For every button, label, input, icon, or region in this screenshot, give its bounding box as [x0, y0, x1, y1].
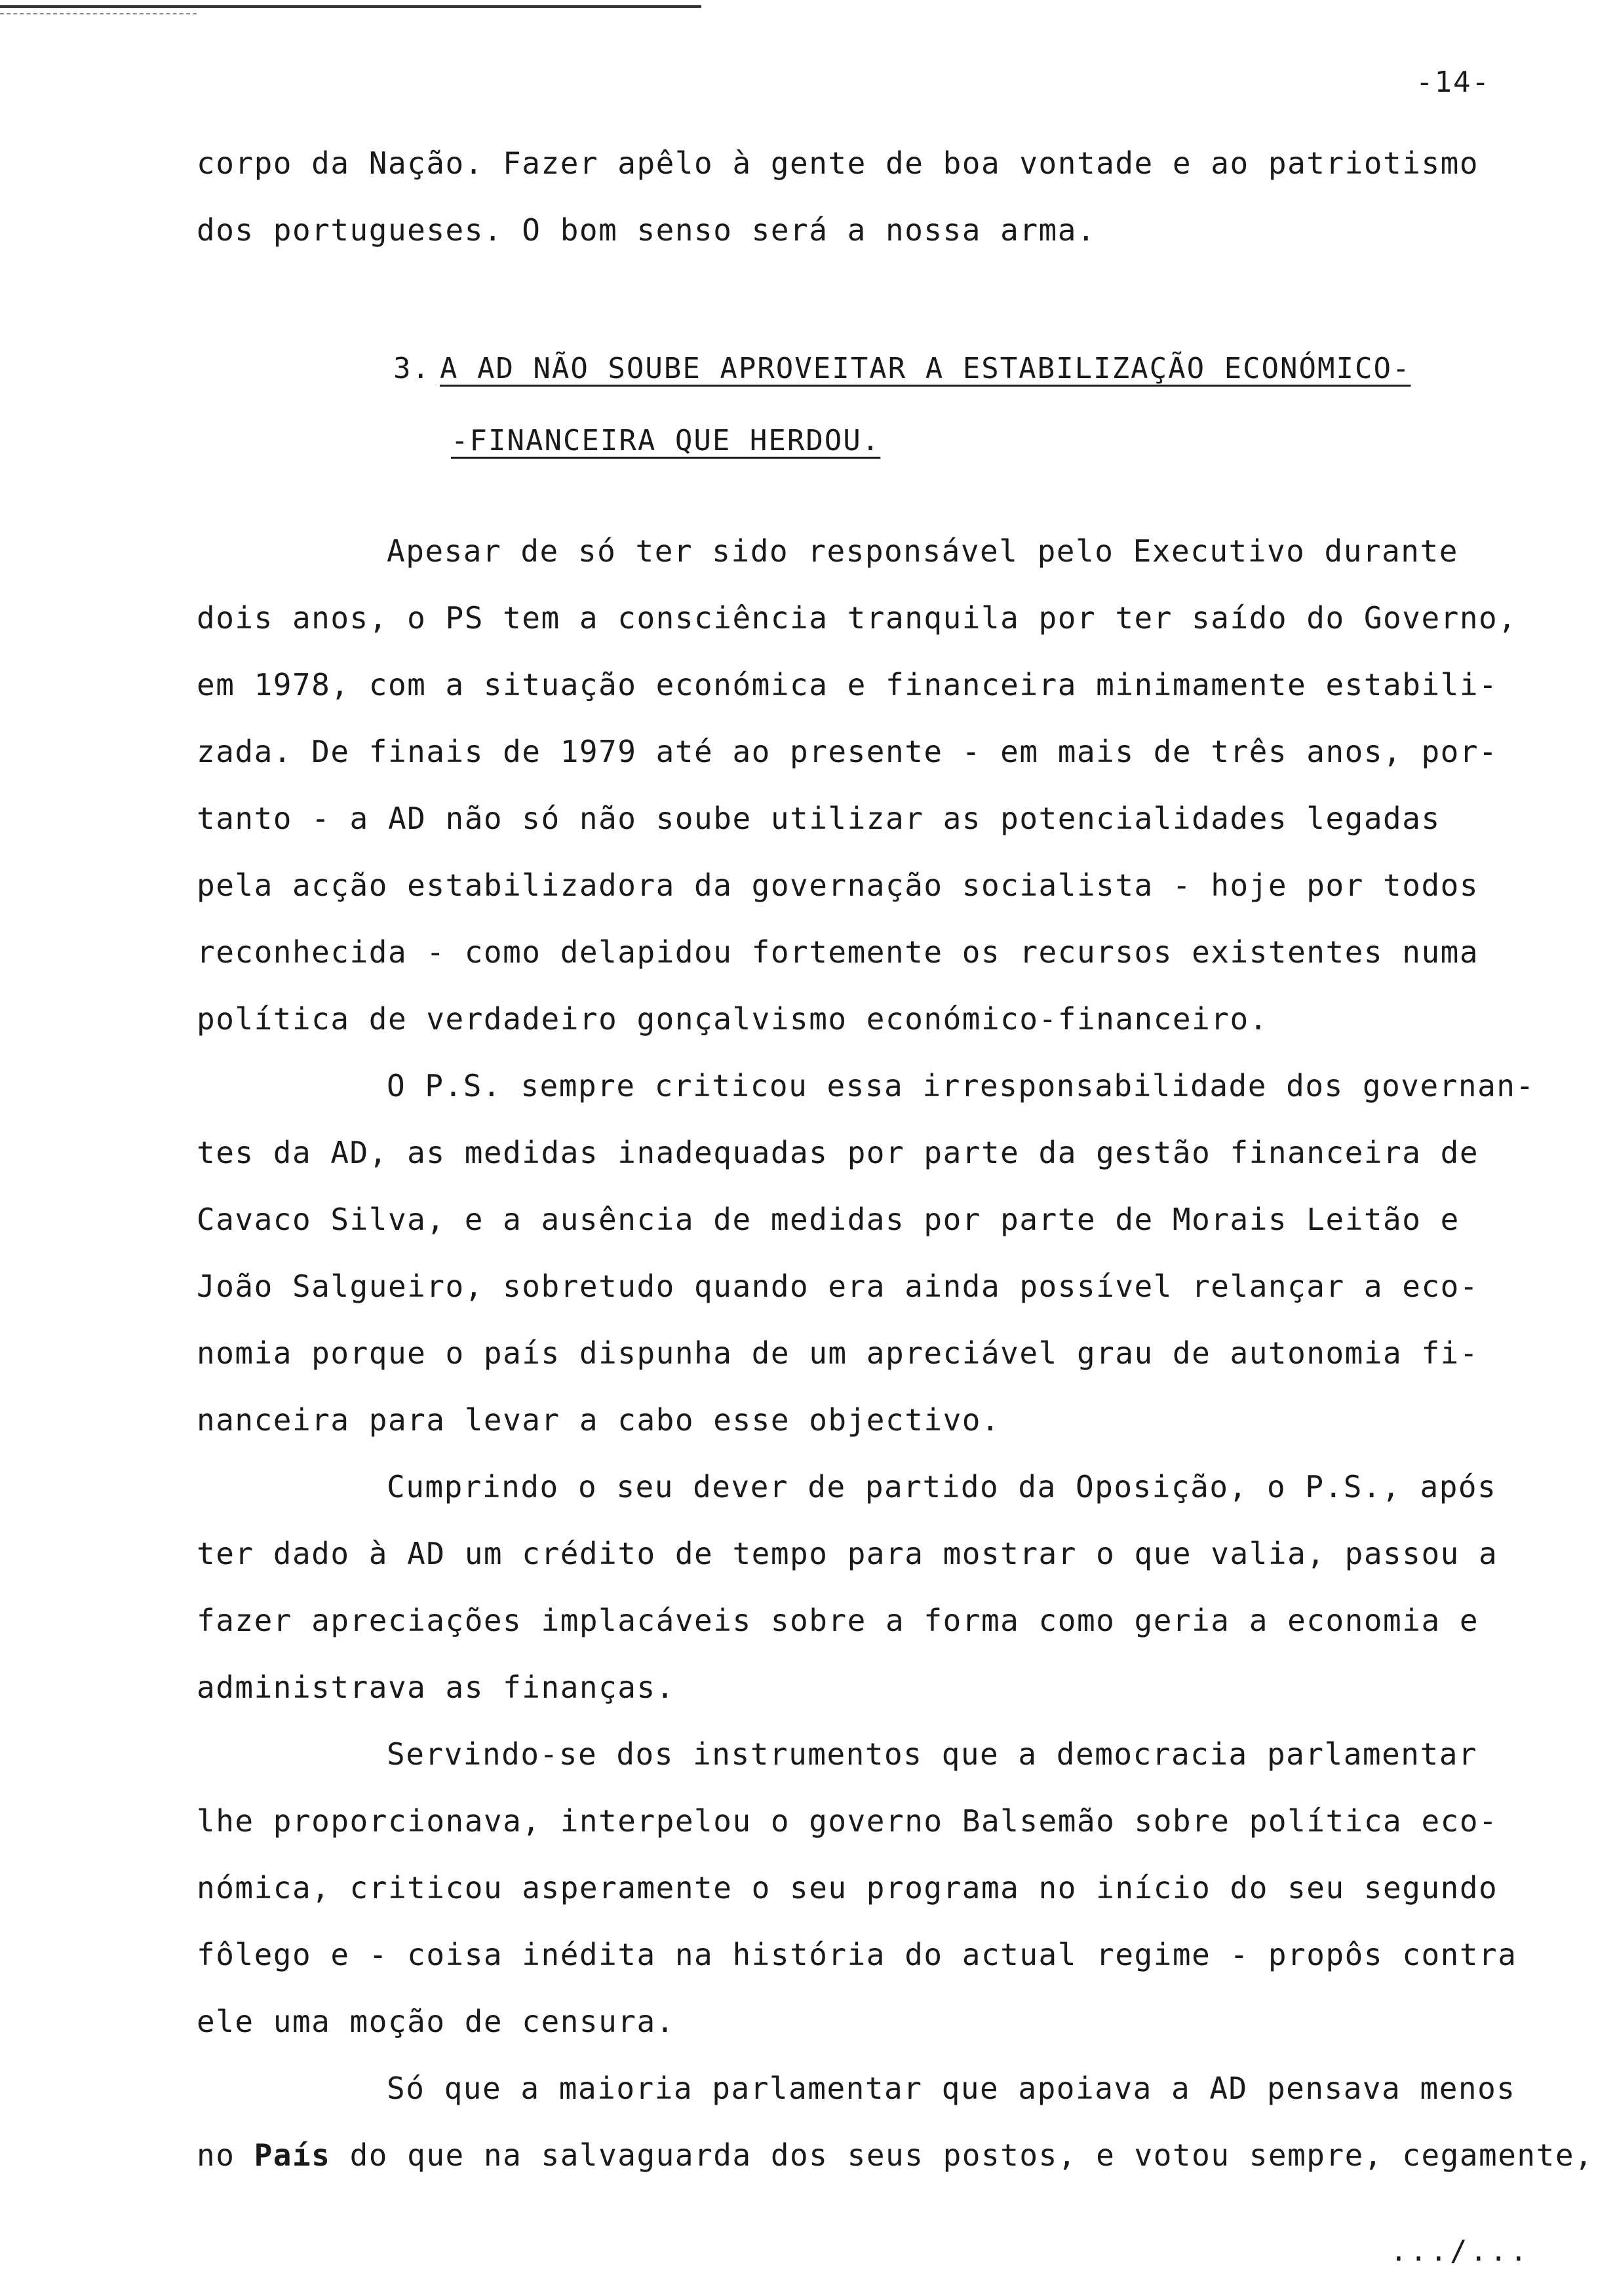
- text-line: corpo da Nação. Fazer apêlo à gente de boa vontade e ao patriotismo: [197, 145, 1479, 181]
- top-rule: [0, 5, 701, 8]
- section-title-line-2: -FINANCEIRA QUE HERDOU.: [451, 424, 881, 457]
- text-line: fôlego e - coisa inédita na história do actual regime - propôs contra: [197, 1937, 1517, 1972]
- text-line: João Salgueiro, sobretudo quando era ainda possível relançar a eco-: [197, 1269, 1479, 1304]
- text-line: Cavaco Silva, e a ausência de medidas por parte de Morais Leitão e: [197, 1202, 1460, 1237]
- section-heading: [393, 333, 1508, 477]
- text-line: tanto - a AD não só não soube utilizar as potencialidades legadas: [197, 801, 1441, 836]
- text-line: em 1978, com a situação económica e financeira minimamente estabili-: [197, 667, 1498, 702]
- text-line: ter dado à AD um crédito de tempo para mostrar o que valia, passou a: [197, 1536, 1498, 1571]
- text-line: Cumprindo o seu dever de partido da Oposição, o P.S., após: [387, 1469, 1497, 1504]
- text-line-last: [197, 2122, 1593, 2189]
- text-line: Só que a maioria parlamentar que apoiava a AD pensava menos: [387, 2071, 1516, 2106]
- text-line: nanceira para levar a cabo esse objectivo.: [197, 1402, 1001, 1438]
- body-text: [197, 518, 1593, 2189]
- text-line: nomia porque o país dispunha de um apreciável grau de autonomia fi-: [197, 1335, 1479, 1371]
- text-line: ele uma moção de censura.: [197, 2004, 675, 2039]
- continuation-mark: .../...: [1390, 2234, 1530, 2268]
- text-line: reconhecida - como delapidou fortemente os recursos existentes numa: [197, 934, 1479, 970]
- last-line-end: do que na salvaguarda dos seus postos, e votou sempre, cegamente,: [330, 2137, 1594, 2173]
- text-line: fazer apreciações implacáveis sobre a forma como geria a economia e: [197, 1603, 1479, 1638]
- intro-paragraph: [197, 130, 1593, 263]
- text-line: política de verdadeiro gonçalvismo económico-financeiro.: [197, 1001, 1268, 1037]
- text-line: pela acção estabilizadora da governação socialista - hoje por todos: [197, 868, 1479, 903]
- text-line: O P.S. sempre criticou essa irresponsabilidade dos governan-: [387, 1068, 1535, 1103]
- section-title-line-1: A AD NÃO SOUBE APROVEITAR A ESTABILIZAÇÃO ECONÓMICO-: [439, 352, 1411, 385]
- page-number: -14-: [1416, 66, 1490, 99]
- text-line: dois anos, o PS tem a consciência tranquila por ter saído do Governo,: [197, 600, 1517, 636]
- text-line: Servindo-se dos instrumentos que a democracia parlamentar: [387, 1736, 1478, 1772]
- section-number: 3.: [393, 352, 431, 385]
- last-line-start: no: [197, 2137, 254, 2173]
- top-rule-faint: [0, 13, 197, 14]
- text-line: dos portugueses. O bom senso será a nossa arma.: [197, 212, 1097, 248]
- text-line: administrava as finanças.: [197, 1670, 675, 1705]
- text-line: zada. De finais de 1979 até ao presente - em mais de três anos, por-: [197, 734, 1498, 769]
- text-line: lhe proporcionava, interpelou o governo Balsemão sobre política eco-: [197, 1803, 1498, 1839]
- last-line-bold: País: [254, 2137, 331, 2173]
- text-line: nómica, criticou asperamente o seu programa no início do seu segundo: [197, 1870, 1498, 1905]
- text-line: tes da AD, as medidas inadequadas por parte da gestão financeira de: [197, 1135, 1479, 1170]
- text-line: Apesar de só ter sido responsável pelo Executivo durante: [387, 533, 1458, 569]
